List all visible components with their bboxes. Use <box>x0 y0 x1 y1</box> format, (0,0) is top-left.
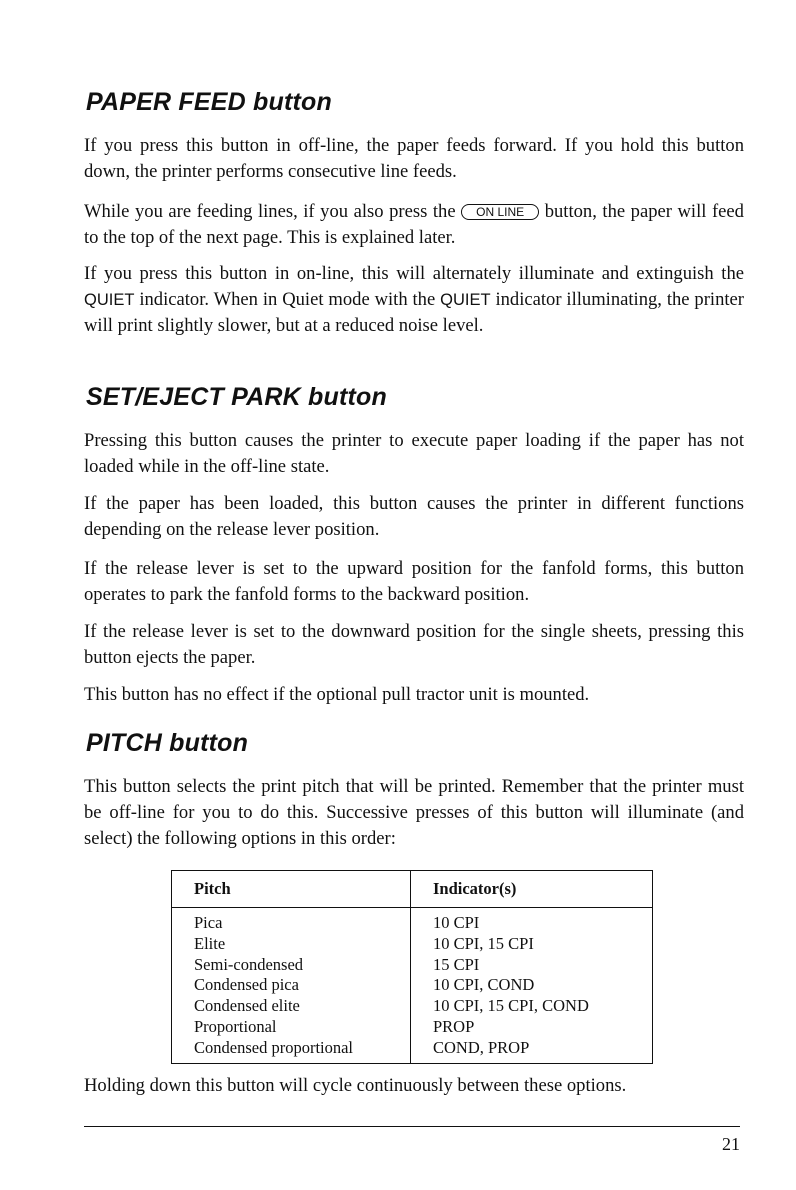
paragraph: While you are feeding lines, if you also press the ON LINE button, the paper will feed to the top of the next page. This is explained later. <box>84 201 744 248</box>
paragraph: If the paper has been loaded, this button causes the printer in different functions depending on the release lever position. <box>84 493 744 540</box>
quiet-indicator-label: QUIET <box>440 291 491 309</box>
table-header-row <box>172 871 653 908</box>
table-row: Elite 10 CPI, 15 CPI <box>172 934 653 955</box>
paragraph: If you press this button in on-line, this will alternately illuminate and extinguish the QUIET indicator. When in Quiet mode with the QUIET indicator illuminating, the printer will print slightly slower, but at a reduced noise level. <box>84 263 744 336</box>
pitch-table <box>171 870 653 1064</box>
paragraph: If you press this button in off-line, the paper feeds forward. If you hold this button down, the printer performs consecutive line feeds. <box>84 135 744 182</box>
table-row: Proportional PROP <box>172 1017 653 1038</box>
paragraph: This button has no effect if the optional pull tractor unit is mounted. <box>84 684 590 705</box>
table-row: Semi-condensed 15 CPI <box>172 955 653 976</box>
table-row: Pica 10 CPI <box>172 908 653 934</box>
closing-paragraph: Holding down this button will cycle continuously between these options. <box>84 1075 627 1096</box>
heading-paper-feed: PAPER FEED button <box>86 88 332 116</box>
paragraph: If the release lever is set to the downward position for the single sheets, pressing this button ejects the paper. <box>84 621 744 668</box>
heading-set-eject-park: SET/EJECT PARK button <box>86 383 387 411</box>
column-header-pitch: Pitch <box>172 871 411 908</box>
table-row: Condensed pica 10 CPI, COND <box>172 975 653 996</box>
paragraph: Pressing this button causes the printer to execute paper loading if the paper has not loaded while in the off-line state. <box>84 430 744 477</box>
column-header-indicators: Indicator(s) <box>411 871 653 908</box>
footer-divider <box>84 1126 740 1127</box>
on-line-button-graphic: ON LINE <box>461 204 539 220</box>
table-row: Condensed elite 10 CPI, 15 CPI, COND <box>172 996 653 1017</box>
heading-pitch: PITCH button <box>86 729 249 757</box>
paragraph: If the release lever is set to the upward position for the fanfold forms, this button operates to park the fanfold forms to the backward position. <box>84 558 744 605</box>
quiet-indicator-label: QUIET <box>84 291 135 309</box>
table-row: Condensed proportional COND, PROP <box>172 1038 653 1063</box>
paragraph: This button selects the print pitch that will be printed. Remember that the printer must be off-line for you to do this. Successive presses of this button will illuminate (and select) the following options in this order: <box>84 776 744 849</box>
page-number: 21 <box>722 1134 740 1154</box>
